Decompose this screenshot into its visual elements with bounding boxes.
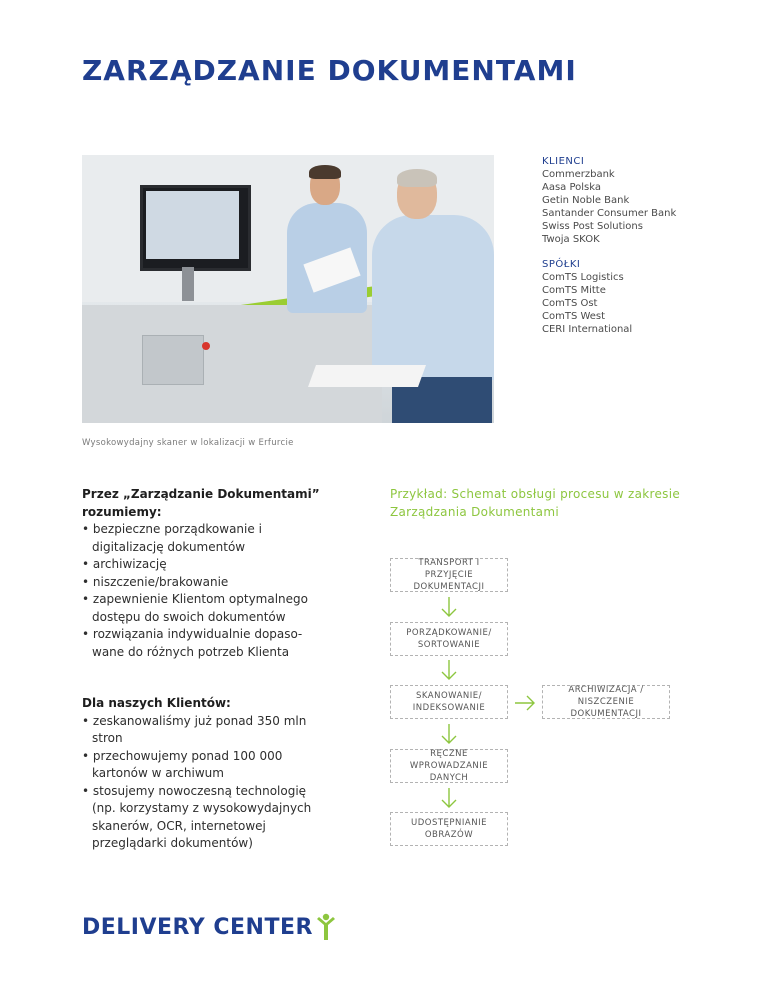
achievement-item: • przechowujemy ponad 100 000 kartonów w archiwum xyxy=(82,748,322,783)
logo-wordmark: DELIVERY CENTER xyxy=(82,914,313,940)
achievements-heading: Dla naszych Klientów: xyxy=(82,696,231,710)
arrow-right-icon xyxy=(514,695,536,711)
client-item: Commerzbank xyxy=(542,169,615,180)
delivery-center-logo xyxy=(82,912,337,942)
definition-list xyxy=(82,521,322,661)
company-item: ComTS Logistics xyxy=(542,272,624,283)
company-item: ComTS Ost xyxy=(542,298,598,309)
person-figure-icon xyxy=(315,913,337,941)
process-step-data-entry: RĘCZNE WPROWADZANIE DANYCH xyxy=(390,749,508,783)
description-column xyxy=(82,486,322,853)
process-step-archiving: ARCHIWIZACJA / NISZCZENIE DOKUMENTACJI xyxy=(542,685,670,719)
sidebar-lists xyxy=(542,155,702,336)
photo-caption: Wysokowydajny skaner w lokalizacji w Erfurcie xyxy=(82,438,294,448)
definition-heading: Przez „Zarządzanie Dokumentami” rozumiemy: xyxy=(82,487,320,519)
process-step-sorting: PORZĄDKOWANIE/ SORTOWANIE xyxy=(390,622,508,656)
definition-item: • zapewnienie Klientom optymalnego dostępu do swoich dokumentów xyxy=(82,591,322,626)
scanner-photo xyxy=(82,155,494,423)
definition-item: • niszczenie/brakowanie xyxy=(82,574,322,592)
client-item: Twoja SKOK xyxy=(542,234,600,245)
clients-heading: KLIENCI xyxy=(542,156,585,167)
client-item: Aasa Polska xyxy=(542,182,602,193)
client-item: Swiss Post Solutions xyxy=(542,221,643,232)
achievements-list xyxy=(82,713,322,853)
achievement-item: • zeskanowaliśmy już ponad 350 mln stron xyxy=(82,713,322,748)
achievement-item: • stosujemy nowoczesną technologię (np. korzystamy z wysokowydajnych skanerów, OCR, internetowej przeglądarki dokumentów) xyxy=(82,783,322,853)
arrow-down-icon xyxy=(439,723,459,745)
process-title: Przykład: Schemat obsługi procesu w zakresie Zarządzania Dokumentami xyxy=(390,487,681,519)
process-step-transport: TRANSPORT I PRZYJĘCIE DOKUMENTACJI xyxy=(390,558,508,592)
client-item: Getin Noble Bank xyxy=(542,195,630,206)
company-item: ComTS West xyxy=(542,311,606,322)
definition-item: • archiwizację xyxy=(82,556,322,574)
process-step-image-sharing: UDOSTĘPNIANIE OBRAZÓW xyxy=(390,812,508,846)
clients-list xyxy=(542,168,702,246)
arrow-down-icon xyxy=(439,659,459,681)
definition-item: • rozwiązania indywidualnie dopasowane do różnych potrzeb Klienta xyxy=(82,626,322,661)
arrow-down-icon xyxy=(439,787,459,809)
page-title: ZARZĄDZANIE DOKUMENTAMI xyxy=(82,54,577,87)
companies-list xyxy=(542,271,702,336)
process-step-scanning: SKANOWANIE/ INDEKSOWANIE xyxy=(390,685,508,719)
client-item: Santander Consumer Bank xyxy=(542,208,677,219)
definition-item: • bezpieczne porządkowanie i digitalizację dokumentów xyxy=(82,521,322,556)
arrow-down-icon xyxy=(439,596,459,618)
company-item: CERI International xyxy=(542,324,633,335)
company-item: ComTS Mitte xyxy=(542,285,606,296)
companies-heading: SPÓŁKI xyxy=(542,259,581,270)
